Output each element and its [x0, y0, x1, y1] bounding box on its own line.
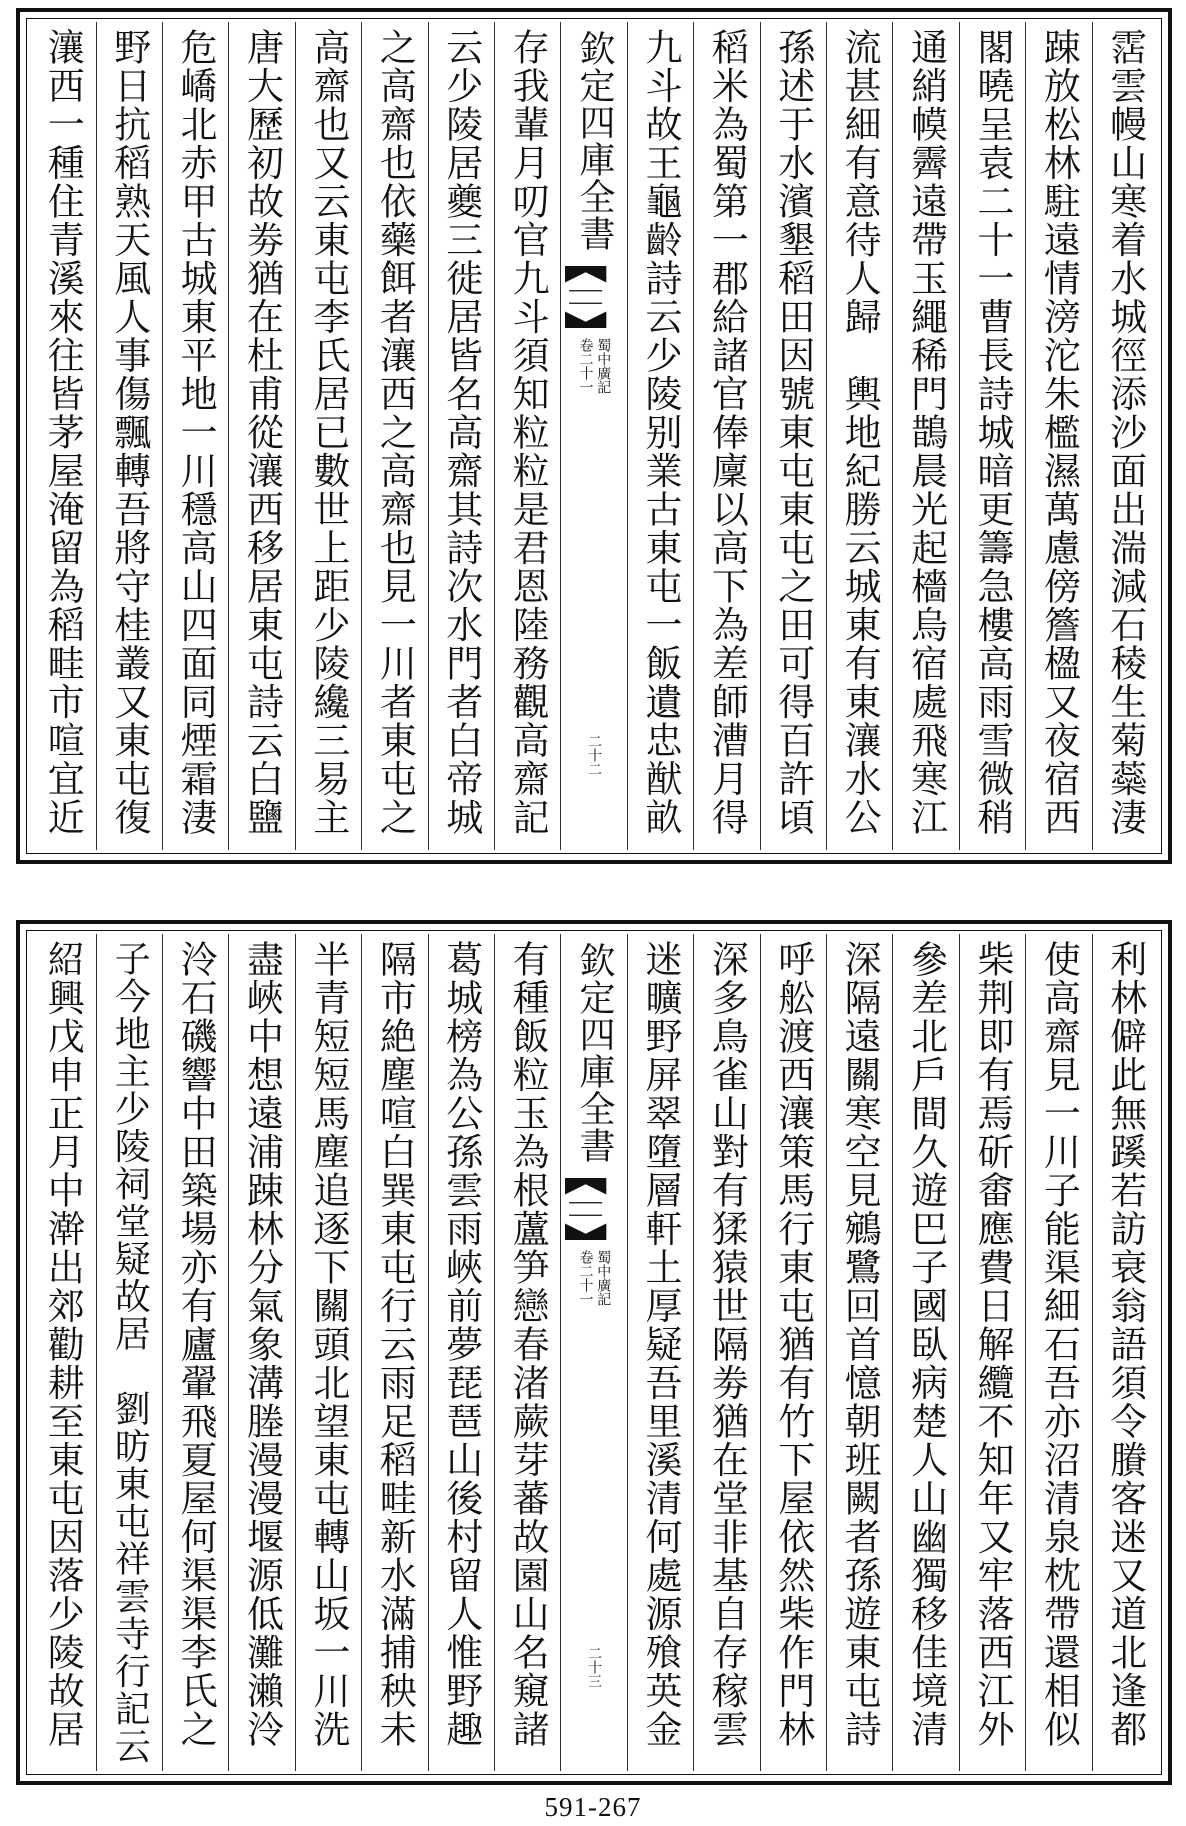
- fishtail-mark-icon: [565, 266, 606, 328]
- folio-number: 二十二: [586, 734, 603, 776]
- text-column: [162, 22, 228, 850]
- text-column: [1092, 934, 1158, 1771]
- column-text: 稻米為蜀第一郡給諸官俸廩以高下為差師漕月得: [705, 28, 749, 837]
- text-column: [826, 934, 892, 1771]
- text-column: [295, 934, 361, 1771]
- text-column: [494, 934, 560, 1771]
- volume-label: 卷二十一: [577, 1250, 594, 1306]
- column-text: 踈放松林駐遠情滂沱朱檻濕萬慮傍簷楹又夜宿西: [1037, 28, 1081, 837]
- column-text: 深隔遠關寒空見鵷鷺回首憶朝班闕者孫遊東屯詩: [838, 940, 882, 1749]
- text-column: [1092, 22, 1158, 850]
- text-column: [361, 22, 427, 850]
- column-text: 子今地主少陵祠堂疑故居 劉昉東屯祥雲寺行記云: [109, 940, 151, 1765]
- fishtail-mark-icon: [565, 1178, 606, 1240]
- folio-number: 二十三: [586, 1646, 603, 1688]
- column-text: 存我輩月叨官九斗須知粒粒是君恩陸務觀高齋記: [506, 28, 550, 837]
- column-text: 使高齋見一川子能渠細石吾亦沼清泉枕帶還相似: [1037, 940, 1081, 1749]
- column-text: 迷曠野屏翠墮層軒土厚疑吾里溪清何處源飱英金: [638, 940, 682, 1749]
- column-text: 呼舩渡西瀼策馬行東屯猶有竹下屋依然柴作門林: [771, 940, 815, 1749]
- column-text: 閣曉呈袁二十一曹長詩城暗更籌急樓高雨雪微稍: [970, 28, 1014, 837]
- column-text: 深多鳥雀山對有猱猿世隔劵猶在堂非基自存稼雲: [705, 940, 749, 1749]
- column-text: 孫述于水濱墾稻田因號東屯東屯之田可得百許頃: [771, 28, 815, 837]
- text-column: [1025, 934, 1091, 1771]
- text-column: [30, 934, 95, 1771]
- text-column: [627, 934, 693, 1771]
- text-column: [494, 22, 560, 850]
- text-column: [428, 934, 494, 1771]
- text-column: [228, 22, 294, 850]
- column-text: 利林僻此無蹊若訪衰翁語須令賸客迷又道北逢都: [1103, 940, 1147, 1749]
- chapter-info: [578, 338, 610, 394]
- text-column: [760, 934, 826, 1771]
- center-column: [560, 934, 626, 1771]
- text-column: [627, 22, 693, 850]
- text-column: [1025, 22, 1091, 850]
- book-subtitle: 蜀中廣記: [595, 338, 612, 394]
- text-column: [959, 22, 1025, 850]
- column-text: 盡峽中想遠浦踈林分氣象溝塍漫漫堰源低灘瀨泠: [240, 940, 284, 1749]
- text-column: [96, 22, 162, 850]
- text-column: [228, 934, 294, 1771]
- book-subtitle: 蜀中廣記: [595, 1250, 612, 1306]
- column-text: 云少陵居夔三徙居皆名高齋其詩次水門者白帝城: [439, 28, 483, 837]
- text-column: [428, 22, 494, 850]
- column-text: 高齋也又云東屯李氏居已數世上距少陵纔三易主: [306, 28, 350, 837]
- text-column: [826, 22, 892, 850]
- column-text: 危嶠北赤甲古城東平地一川穩高山四面同煙霜淒: [174, 28, 218, 837]
- text-column: [162, 934, 228, 1771]
- text-column: [295, 22, 361, 850]
- text-column: [361, 934, 427, 1771]
- text-columns: [30, 934, 1158, 1771]
- column-text: 九斗故王龜齡詩云少陵别業古東屯一飯遺忠猷畝: [638, 28, 682, 837]
- column-text: 半青短短馬塵追逐下關頭北望東屯轉山坂一川洗: [306, 940, 350, 1749]
- text-column: [760, 22, 826, 850]
- book-title: 欽定四庫全書: [574, 30, 616, 252]
- column-text: 流甚細有意待人歸 輿地紀勝云城東有東瀼水公: [838, 28, 882, 837]
- column-text: 野日抗稻熟天風人事傷飄轉吾將守桂叢又東屯復: [107, 28, 151, 837]
- text-column: [959, 934, 1025, 1771]
- book-title: 欽定四庫全書: [574, 942, 616, 1164]
- column-text: 泠石磯響中田築場亦有廬翬飛夏屋何渠渠李氏之: [174, 940, 218, 1749]
- text-column: [892, 22, 958, 850]
- column-text: 參差北戶間久遊巴子國臥病楚人山幽獨移佳境清: [904, 940, 948, 1749]
- chapter-info: [578, 1250, 610, 1306]
- column-text: 柴荆即有焉斫畬應費日解纜不知年又牢落西江外: [970, 940, 1014, 1749]
- text-column: [892, 934, 958, 1771]
- center-column: [560, 22, 626, 850]
- column-text: 隔市絶塵喧白巽東屯行云雨足稻畦新水滿捕秧未: [373, 940, 417, 1749]
- column-text: 紹興戊申正月中澣出郊勸耕至東屯因落少陵故居: [41, 940, 85, 1749]
- page-number: 591-267: [544, 1792, 642, 1822]
- text-column: [693, 934, 759, 1771]
- text-columns: [30, 22, 1158, 850]
- page-bottom: [16, 920, 1172, 1785]
- text-column: [96, 934, 162, 1771]
- column-text: 之高齋也依藥餌者瀼西之高齋也見一川者東屯之: [373, 28, 417, 837]
- text-column: [693, 22, 759, 850]
- column-text: 唐大歷初故劵猶在杜甫從瀼西移居東屯詩云白鹽: [240, 28, 284, 837]
- text-column: [30, 22, 95, 850]
- column-text: 葛城榜為公孫雲雨峽前夢琵琶山後村留人惟野趣: [439, 940, 483, 1749]
- column-text: 瀼西一種住青溪來往皆茅屋淹留為稻畦市喧宜近: [41, 28, 85, 837]
- page-top: [16, 8, 1172, 864]
- column-text: 霑雲幔山寒着水城徑添沙面出湍減石稜生菊蘂淒: [1103, 28, 1147, 837]
- column-text: 通綃幙霽遠帶玉繩稀門鵲晨光起檣烏宿處飛寒江: [904, 28, 948, 837]
- volume-label: 卷二十一: [577, 338, 594, 394]
- column-text: 有種飯粒玉為根蘆笋戀春渚蕨芽蕃故園山名窺諸: [506, 940, 550, 1749]
